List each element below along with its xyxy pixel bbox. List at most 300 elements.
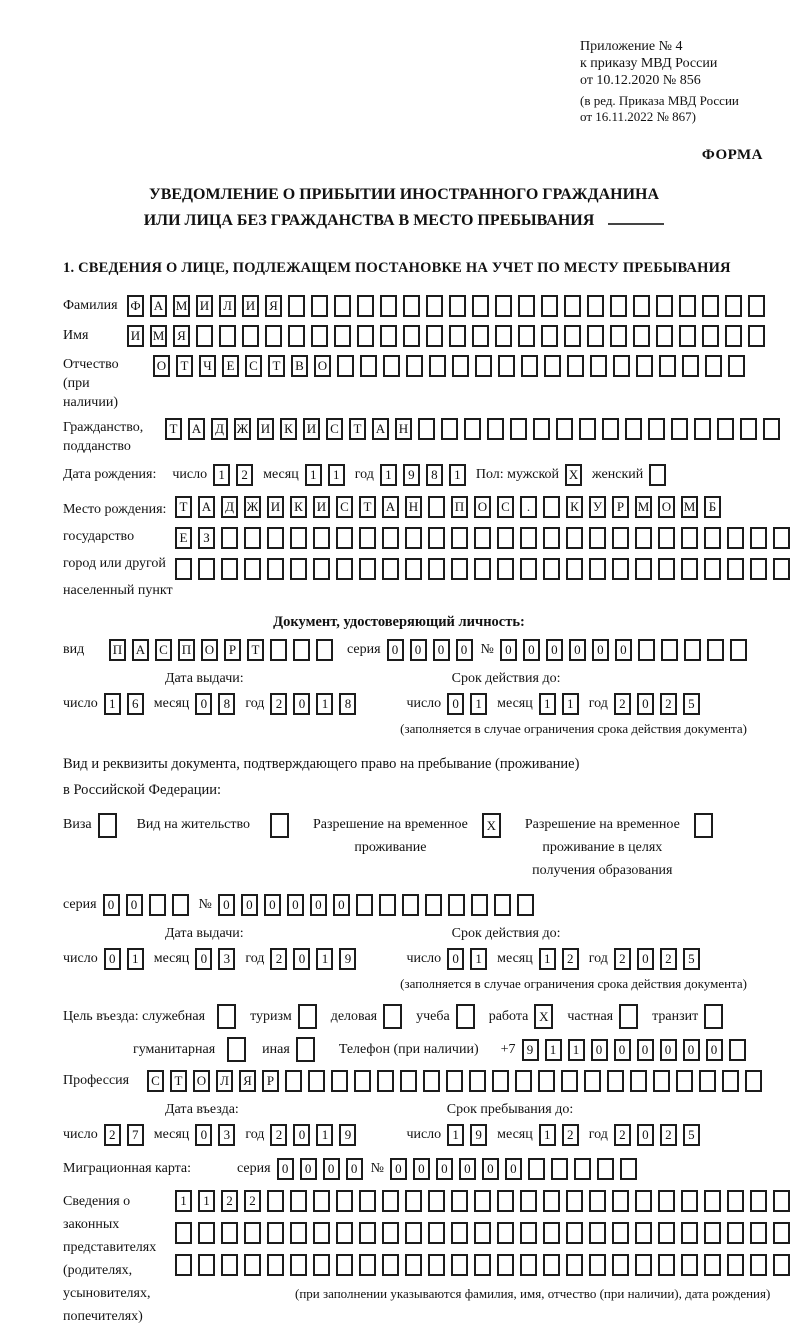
form-cell[interactable]: 1: [213, 464, 230, 486]
form-cell[interactable]: [428, 496, 445, 518]
form-cell[interactable]: 1: [104, 693, 121, 715]
form-cell[interactable]: [564, 325, 581, 347]
form-cell[interactable]: П: [451, 496, 468, 518]
form-cell[interactable]: [543, 527, 560, 549]
form-cell[interactable]: С: [245, 355, 262, 377]
form-cell[interactable]: [449, 295, 466, 317]
form-cell[interactable]: [451, 1190, 468, 1212]
form-cell[interactable]: [198, 558, 215, 580]
form-cell[interactable]: Ч: [199, 355, 216, 377]
form-cell[interactable]: Р: [262, 1070, 279, 1092]
form-cell[interactable]: [285, 1070, 302, 1092]
form-cell[interactable]: [198, 1222, 215, 1244]
form-cell[interactable]: [334, 295, 351, 317]
form-cell[interactable]: [658, 1190, 675, 1212]
form-cell[interactable]: 1: [545, 1039, 562, 1061]
form-cell[interactable]: [426, 295, 443, 317]
form-cell[interactable]: [656, 295, 673, 317]
form-cell[interactable]: [543, 1222, 560, 1244]
form-cell[interactable]: 1: [175, 1190, 192, 1212]
form-cell[interactable]: П: [178, 639, 195, 661]
form-cell[interactable]: С: [497, 496, 514, 518]
form-cell[interactable]: [543, 496, 560, 518]
form-cell[interactable]: З: [198, 527, 215, 549]
form-cell[interactable]: [244, 527, 261, 549]
form-cell[interactable]: 1: [198, 1190, 215, 1212]
form-cell[interactable]: Я: [173, 325, 190, 347]
form-cell[interactable]: Л: [216, 1070, 233, 1092]
form-cell[interactable]: [635, 1190, 652, 1212]
form-cell[interactable]: [773, 1254, 790, 1276]
form-cell[interactable]: [334, 325, 351, 347]
form-cell[interactable]: 1: [539, 1124, 556, 1146]
form-cell[interactable]: [267, 1222, 284, 1244]
form-cell[interactable]: М: [173, 295, 190, 317]
form-cell[interactable]: [270, 639, 287, 661]
form-cell[interactable]: [428, 558, 445, 580]
form-cell[interactable]: 0: [195, 693, 212, 715]
form-cell[interactable]: [551, 1158, 568, 1180]
form-cell[interactable]: [428, 1254, 445, 1276]
form-cell[interactable]: М: [681, 496, 698, 518]
form-cell[interactable]: [590, 355, 607, 377]
checkbox[interactable]: [383, 1004, 402, 1029]
form-cell[interactable]: 0: [569, 639, 586, 661]
form-cell[interactable]: [451, 527, 468, 549]
form-cell[interactable]: [357, 295, 374, 317]
form-cell[interactable]: [267, 1254, 284, 1276]
form-cell[interactable]: [727, 1190, 744, 1212]
form-cell[interactable]: [405, 1254, 422, 1276]
form-cell[interactable]: [717, 418, 734, 440]
form-cell[interactable]: 2: [614, 1124, 631, 1146]
checkbox[interactable]: X: [482, 813, 501, 838]
form-cell[interactable]: 0: [637, 1039, 654, 1061]
form-cell[interactable]: [382, 1222, 399, 1244]
form-cell[interactable]: 5: [683, 1124, 700, 1146]
form-cell[interactable]: [474, 1190, 491, 1212]
form-cell[interactable]: [359, 1222, 376, 1244]
form-cell[interactable]: 2: [104, 1124, 121, 1146]
form-cell[interactable]: 0: [310, 894, 327, 916]
form-cell[interactable]: [745, 1070, 762, 1092]
form-cell[interactable]: 9: [522, 1039, 539, 1061]
form-cell[interactable]: [727, 558, 744, 580]
form-cell[interactable]: [543, 558, 560, 580]
form-cell[interactable]: [541, 325, 558, 347]
form-cell[interactable]: [630, 1070, 647, 1092]
form-cell[interactable]: [607, 1070, 624, 1092]
form-cell[interactable]: [244, 1222, 261, 1244]
checkbox[interactable]: [649, 464, 666, 486]
form-cell[interactable]: [635, 558, 652, 580]
form-cell[interactable]: И: [313, 496, 330, 518]
form-cell[interactable]: 0: [333, 894, 350, 916]
form-cell[interactable]: [725, 325, 742, 347]
form-cell[interactable]: [474, 1254, 491, 1276]
form-cell[interactable]: [589, 527, 606, 549]
form-cell[interactable]: [635, 527, 652, 549]
form-cell[interactable]: [748, 295, 765, 317]
form-cell[interactable]: 5: [683, 693, 700, 715]
form-cell[interactable]: [293, 639, 310, 661]
form-cell[interactable]: [149, 894, 166, 916]
form-cell[interactable]: 2: [660, 693, 677, 715]
form-cell[interactable]: И: [196, 295, 213, 317]
form-cell[interactable]: [574, 1158, 591, 1180]
form-cell[interactable]: [740, 418, 757, 440]
form-cell[interactable]: 0: [264, 894, 281, 916]
form-cell[interactable]: 1: [305, 464, 322, 486]
form-cell[interactable]: [587, 295, 604, 317]
form-cell[interactable]: 0: [413, 1158, 430, 1180]
form-cell[interactable]: [602, 418, 619, 440]
form-cell[interactable]: [451, 558, 468, 580]
form-cell[interactable]: 1: [316, 1124, 333, 1146]
form-cell[interactable]: 0: [637, 1124, 654, 1146]
form-cell[interactable]: 9: [339, 948, 356, 970]
form-cell[interactable]: О: [658, 496, 675, 518]
form-cell[interactable]: 0: [387, 639, 404, 661]
form-cell[interactable]: [380, 295, 397, 317]
form-cell[interactable]: Е: [222, 355, 239, 377]
form-cell[interactable]: Н: [405, 496, 422, 518]
form-cell[interactable]: 3: [218, 948, 235, 970]
form-cell[interactable]: [658, 1254, 675, 1276]
form-cell[interactable]: [449, 325, 466, 347]
form-cell[interactable]: [221, 1222, 238, 1244]
form-cell[interactable]: [380, 325, 397, 347]
form-cell[interactable]: 0: [287, 894, 304, 916]
form-cell[interactable]: М: [150, 325, 167, 347]
form-cell[interactable]: П: [109, 639, 126, 661]
checkbox[interactable]: [298, 1004, 317, 1029]
form-cell[interactable]: О: [193, 1070, 210, 1092]
form-cell[interactable]: Н: [395, 418, 412, 440]
form-cell[interactable]: [679, 295, 696, 317]
form-cell[interactable]: [684, 639, 701, 661]
form-cell[interactable]: [267, 1190, 284, 1212]
form-cell[interactable]: 8: [339, 693, 356, 715]
form-cell[interactable]: [464, 418, 481, 440]
form-cell[interactable]: [244, 1254, 261, 1276]
form-cell[interactable]: [471, 894, 488, 916]
form-cell[interactable]: Д: [211, 418, 228, 440]
form-cell[interactable]: [359, 1254, 376, 1276]
form-cell[interactable]: О: [153, 355, 170, 377]
form-cell[interactable]: О: [314, 355, 331, 377]
form-cell[interactable]: 8: [426, 464, 443, 486]
form-cell[interactable]: [474, 527, 491, 549]
checkbox[interactable]: [296, 1037, 315, 1062]
form-cell[interactable]: 2: [270, 693, 287, 715]
form-cell[interactable]: 1: [328, 464, 345, 486]
form-cell[interactable]: [556, 418, 573, 440]
form-cell[interactable]: 0: [300, 1158, 317, 1180]
checkbox[interactable]: [227, 1037, 246, 1062]
form-cell[interactable]: С: [336, 496, 353, 518]
form-cell[interactable]: [544, 355, 561, 377]
form-cell[interactable]: [497, 1254, 514, 1276]
form-cell[interactable]: [359, 527, 376, 549]
form-cell[interactable]: [451, 1222, 468, 1244]
form-cell[interactable]: [750, 1222, 767, 1244]
form-cell[interactable]: [331, 1070, 348, 1092]
form-cell[interactable]: [625, 418, 642, 440]
form-cell[interactable]: [405, 558, 422, 580]
form-cell[interactable]: 7: [127, 1124, 144, 1146]
form-cell[interactable]: [566, 1190, 583, 1212]
form-cell[interactable]: [448, 894, 465, 916]
form-cell[interactable]: [336, 1190, 353, 1212]
form-cell[interactable]: 2: [244, 1190, 261, 1212]
form-cell[interactable]: С: [147, 1070, 164, 1092]
form-cell[interactable]: 2: [562, 948, 579, 970]
form-cell[interactable]: [748, 325, 765, 347]
form-cell[interactable]: Я: [239, 1070, 256, 1092]
form-cell[interactable]: [520, 1190, 537, 1212]
form-cell[interactable]: 2: [236, 464, 253, 486]
form-cell[interactable]: [520, 558, 537, 580]
form-cell[interactable]: А: [198, 496, 215, 518]
form-cell[interactable]: 0: [592, 639, 609, 661]
form-cell[interactable]: 0: [447, 693, 464, 715]
form-cell[interactable]: [219, 325, 236, 347]
form-cell[interactable]: 0: [637, 948, 654, 970]
form-cell[interactable]: [750, 558, 767, 580]
form-cell[interactable]: [221, 558, 238, 580]
form-cell[interactable]: [704, 527, 721, 549]
form-cell[interactable]: [198, 1254, 215, 1276]
form-cell[interactable]: [610, 295, 627, 317]
form-cell[interactable]: [566, 1222, 583, 1244]
form-cell[interactable]: [750, 527, 767, 549]
form-cell[interactable]: [587, 325, 604, 347]
form-cell[interactable]: [589, 1222, 606, 1244]
form-cell[interactable]: [613, 355, 630, 377]
form-cell[interactable]: [494, 894, 511, 916]
form-cell[interactable]: [704, 1254, 721, 1276]
form-cell[interactable]: А: [372, 418, 389, 440]
form-cell[interactable]: [472, 325, 489, 347]
form-cell[interactable]: [517, 894, 534, 916]
form-cell[interactable]: [423, 1070, 440, 1092]
form-cell[interactable]: [497, 527, 514, 549]
form-cell[interactable]: [382, 1190, 399, 1212]
form-cell[interactable]: [313, 1190, 330, 1212]
form-cell[interactable]: 1: [316, 948, 333, 970]
form-cell[interactable]: [377, 1070, 394, 1092]
form-cell[interactable]: [538, 1070, 555, 1092]
form-cell[interactable]: [492, 1070, 509, 1092]
form-cell[interactable]: [658, 558, 675, 580]
form-cell[interactable]: [610, 325, 627, 347]
form-cell[interactable]: [313, 1222, 330, 1244]
form-cell[interactable]: 0: [591, 1039, 608, 1061]
form-cell[interactable]: [359, 1190, 376, 1212]
form-cell[interactable]: 1: [380, 464, 397, 486]
form-cell[interactable]: [543, 1254, 560, 1276]
form-cell[interactable]: [681, 1190, 698, 1212]
form-cell[interactable]: [612, 558, 629, 580]
form-cell[interactable]: 0: [456, 639, 473, 661]
form-cell[interactable]: [564, 295, 581, 317]
form-cell[interactable]: [518, 295, 535, 317]
form-cell[interactable]: [704, 1222, 721, 1244]
form-cell[interactable]: 2: [614, 693, 631, 715]
form-cell[interactable]: [567, 355, 584, 377]
form-cell[interactable]: [661, 639, 678, 661]
form-cell[interactable]: [267, 558, 284, 580]
form-cell[interactable]: 0: [683, 1039, 700, 1061]
form-cell[interactable]: [681, 1222, 698, 1244]
form-cell[interactable]: 0: [293, 1124, 310, 1146]
form-cell[interactable]: 5: [683, 948, 700, 970]
form-cell[interactable]: 0: [615, 639, 632, 661]
form-cell[interactable]: М: [635, 496, 652, 518]
form-cell[interactable]: [566, 558, 583, 580]
form-cell[interactable]: 2: [221, 1190, 238, 1212]
form-cell[interactable]: [520, 527, 537, 549]
form-cell[interactable]: [566, 1254, 583, 1276]
form-cell[interactable]: [475, 355, 492, 377]
checkbox[interactable]: [704, 1004, 723, 1029]
form-cell[interactable]: Ж: [244, 496, 261, 518]
form-cell[interactable]: Л: [219, 295, 236, 317]
form-cell[interactable]: [694, 418, 711, 440]
form-cell[interactable]: 9: [470, 1124, 487, 1146]
form-cell[interactable]: [566, 527, 583, 549]
form-cell[interactable]: [441, 418, 458, 440]
form-cell[interactable]: 3: [218, 1124, 235, 1146]
form-cell[interactable]: [337, 355, 354, 377]
form-cell[interactable]: И: [242, 295, 259, 317]
form-cell[interactable]: [589, 1254, 606, 1276]
form-cell[interactable]: 1: [316, 693, 333, 715]
form-cell[interactable]: 0: [500, 639, 517, 661]
form-cell[interactable]: 0: [447, 948, 464, 970]
form-cell[interactable]: 0: [218, 894, 235, 916]
form-cell[interactable]: 2: [660, 948, 677, 970]
form-cell[interactable]: [729, 1039, 746, 1061]
form-cell[interactable]: 0: [546, 639, 563, 661]
form-cell[interactable]: Т: [165, 418, 182, 440]
checkbox[interactable]: [619, 1004, 638, 1029]
form-cell[interactable]: [528, 1158, 545, 1180]
checkbox[interactable]: [270, 813, 289, 838]
form-cell[interactable]: [612, 527, 629, 549]
form-cell[interactable]: [175, 1254, 192, 1276]
form-cell[interactable]: 1: [568, 1039, 585, 1061]
form-cell[interactable]: [175, 558, 192, 580]
form-cell[interactable]: К: [566, 496, 583, 518]
form-cell[interactable]: Е: [175, 527, 192, 549]
form-cell[interactable]: [497, 1222, 514, 1244]
form-cell[interactable]: [520, 1254, 537, 1276]
form-cell[interactable]: [704, 558, 721, 580]
form-cell[interactable]: [452, 355, 469, 377]
form-cell[interactable]: [725, 295, 742, 317]
form-cell[interactable]: [426, 325, 443, 347]
form-cell[interactable]: [521, 355, 538, 377]
form-cell[interactable]: 1: [470, 693, 487, 715]
form-cell[interactable]: [633, 295, 650, 317]
form-cell[interactable]: Д: [221, 496, 238, 518]
form-cell[interactable]: [699, 1070, 716, 1092]
form-cell[interactable]: 1: [470, 948, 487, 970]
form-cell[interactable]: А: [188, 418, 205, 440]
form-cell[interactable]: [653, 1070, 670, 1092]
form-cell[interactable]: [635, 1222, 652, 1244]
form-cell[interactable]: [221, 1254, 238, 1276]
form-cell[interactable]: [382, 1254, 399, 1276]
form-cell[interactable]: [658, 1222, 675, 1244]
form-cell[interactable]: [400, 1070, 417, 1092]
form-cell[interactable]: [487, 418, 504, 440]
form-cell[interactable]: Р: [224, 639, 241, 661]
form-cell[interactable]: [638, 639, 655, 661]
form-cell[interactable]: [359, 558, 376, 580]
form-cell[interactable]: [495, 295, 512, 317]
form-cell[interactable]: [356, 894, 373, 916]
form-cell[interactable]: [288, 295, 305, 317]
form-cell[interactable]: [469, 1070, 486, 1092]
form-cell[interactable]: [425, 894, 442, 916]
form-cell[interactable]: [728, 355, 745, 377]
form-cell[interactable]: [290, 1190, 307, 1212]
form-cell[interactable]: [727, 527, 744, 549]
form-cell[interactable]: 0: [277, 1158, 294, 1180]
form-cell[interactable]: [520, 1222, 537, 1244]
form-cell[interactable]: [336, 558, 353, 580]
form-cell[interactable]: [382, 558, 399, 580]
form-cell[interactable]: [533, 418, 550, 440]
form-cell[interactable]: [196, 325, 213, 347]
checkbox[interactable]: X: [565, 464, 582, 486]
form-cell[interactable]: [474, 558, 491, 580]
form-cell[interactable]: Т: [349, 418, 366, 440]
form-cell[interactable]: 9: [403, 464, 420, 486]
form-cell[interactable]: [336, 1222, 353, 1244]
form-cell[interactable]: [308, 1070, 325, 1092]
form-cell[interactable]: [497, 1190, 514, 1212]
form-cell[interactable]: .: [520, 496, 537, 518]
form-cell[interactable]: 1: [562, 693, 579, 715]
form-cell[interactable]: 8: [218, 693, 235, 715]
form-cell[interactable]: [707, 639, 724, 661]
form-cell[interactable]: [383, 355, 400, 377]
form-cell[interactable]: 2: [614, 948, 631, 970]
form-cell[interactable]: О: [201, 639, 218, 661]
form-cell[interactable]: [354, 1070, 371, 1092]
form-cell[interactable]: [172, 894, 189, 916]
form-cell[interactable]: 0: [293, 693, 310, 715]
form-cell[interactable]: [633, 325, 650, 347]
form-cell[interactable]: [403, 325, 420, 347]
form-cell[interactable]: 2: [660, 1124, 677, 1146]
form-cell[interactable]: [498, 355, 515, 377]
form-cell[interactable]: [472, 295, 489, 317]
form-cell[interactable]: [682, 355, 699, 377]
form-cell[interactable]: [541, 295, 558, 317]
form-cell[interactable]: [510, 418, 527, 440]
form-cell[interactable]: [648, 418, 665, 440]
form-cell[interactable]: [681, 527, 698, 549]
form-cell[interactable]: [612, 1190, 629, 1212]
form-cell[interactable]: 0: [505, 1158, 522, 1180]
form-cell[interactable]: [290, 558, 307, 580]
form-cell[interactable]: [290, 527, 307, 549]
